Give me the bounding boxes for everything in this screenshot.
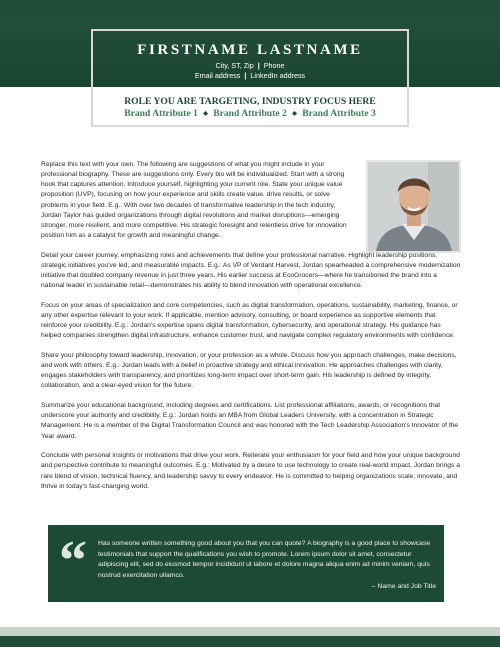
brand-attribute: Brand Attribute 1 xyxy=(124,108,198,119)
brand-attributes xyxy=(93,108,407,119)
bio-paragraph: Conclude with personal insights or motivations that drive your work. Reiterate your enthusiasm for your field and how your unique background and perspective contribute to meaningful outcomes. E.g.: Motivated by a desire to use technology to create real-world impact, Jordan brings a rare blend of vision, technical fluency, and leadership savvy to every endeavor. He is committed to helping organizations scale, innovate, and thrive in today's fast-changing world. xyxy=(41,452,460,490)
brand-attribute: Brand Attribute 2 xyxy=(213,108,287,119)
phone: Phone xyxy=(263,61,285,70)
testimonial-text: Has someone written something good about you that you can quote? A biography is a good place to showcase testimonials that support the qualifications you wish to promote. Lorem ipsum dolor sit amet, consectetur adipiscing elit, sed do eiusmod tempor incididunt ut labore et dolore magna aliqua enim ad minim veniam, quis nostrud exercitation ullamco. xyxy=(98,540,431,579)
footer-color-band xyxy=(0,636,500,647)
biography-body xyxy=(41,160,461,501)
bio-paragraph: Share your philosophy toward leadership, innovation, or your profession as a whole. Discuss how you approach challenges, make decisions, and work with others. E.g.: Jordan leads with a belief in proactive strategy and ethical innovation. He approaches challenges with clarity, engages stakeholders with transparency, and prioritizes long-term impact over short-term gain. His leadership is defined by integrity, collaboration, and a clear-eyed vision for the future. xyxy=(41,352,457,390)
diamond-icon: ◆ xyxy=(292,111,297,117)
testimonial-author: – Name and Job Title xyxy=(371,583,436,590)
bio-paragraph: Focus on your areas of specialization and core competencies, such as digital transformation, operations, sustainability, marketing, finance, or any other expertise relevant to your work. If applicable, mention advisory, consulting, or board experience as supportive elements that reinforce your credibility. E.g.: Jordan's expertise spans digital transformation, cybersecurity, and operational strategy. His guidance has helped companies strengthen digital infrastructure, enhance customer trust, and navigate complex regulatory environments with confidence. xyxy=(41,301,458,340)
full-name: FIRSTNAME LASTNAME xyxy=(137,42,363,58)
brand-attribute: Brand Attribute 3 xyxy=(302,108,376,119)
footer-light-band xyxy=(0,627,500,636)
diamond-icon: ◆ xyxy=(203,111,208,117)
contact-separator: | xyxy=(257,61,260,70)
bio-paragraph: Detail your career journey, emphasizing roles and achievements that define your professional narrative. Highlight leadership positions, strategic initiatives you've led, and measurable impacts. E.g.: As VP of Verdant Harvest, Jordan spearheaded a comprehensive modernization initiative that doubled company revenue in just three years. His earlier success at EcoGrocers—where he transitioned the brand into a national leader in sustainable retail—demonstrates his ability to blend innovation with operational excellence. xyxy=(41,251,461,290)
location: City, ST, Zip xyxy=(215,61,254,70)
role-title: ROLE YOU ARE TARGETING, INDUSTRY FOCUS HERE xyxy=(124,96,376,107)
email: Email address xyxy=(194,71,241,80)
name-header xyxy=(91,29,409,87)
role-box xyxy=(91,87,409,127)
linkedin: LinkedIn address xyxy=(250,71,306,80)
testimonial-box xyxy=(48,525,444,602)
bio-paragraph: Replace this text with your own. The following are suggestions of what you might include in your professional biography. These are suggestions only. Every bio will be individualized. Start with a strong hook that captures attention. Introduce yourself, highlighting your current role. State your unique value proposition (UVP), focusing on how your experience and skills create value, drive results, or solve problems in your field. E.g.: With over two decades of transformative leadership in the tech industry, Jordan Taylor has guided organizations through digital revolutions and market disruptions—emerging stronger, more resilient, and more competitive. His strategic foresight and relentless drive for innovation position him as a catalyst for growth and meaningful change. xyxy=(41,161,347,240)
online-contact-line xyxy=(93,71,407,81)
quote-icon: “ xyxy=(59,530,87,592)
bio-paragraph: Summarize your educational background, including degrees and certifications. List professional affiliations, awards, or recognitions that underscore your authority and credibility. E.g.: Jordan holds an MBA from Global Leaders University, with a concentration in Strategic Management. He is a member of the Digital Transformation Council and was honored with the Tech Leadership Association's Innovator of the Year award. xyxy=(41,402,459,440)
address-line xyxy=(93,61,407,71)
contact-separator: | xyxy=(244,71,247,80)
